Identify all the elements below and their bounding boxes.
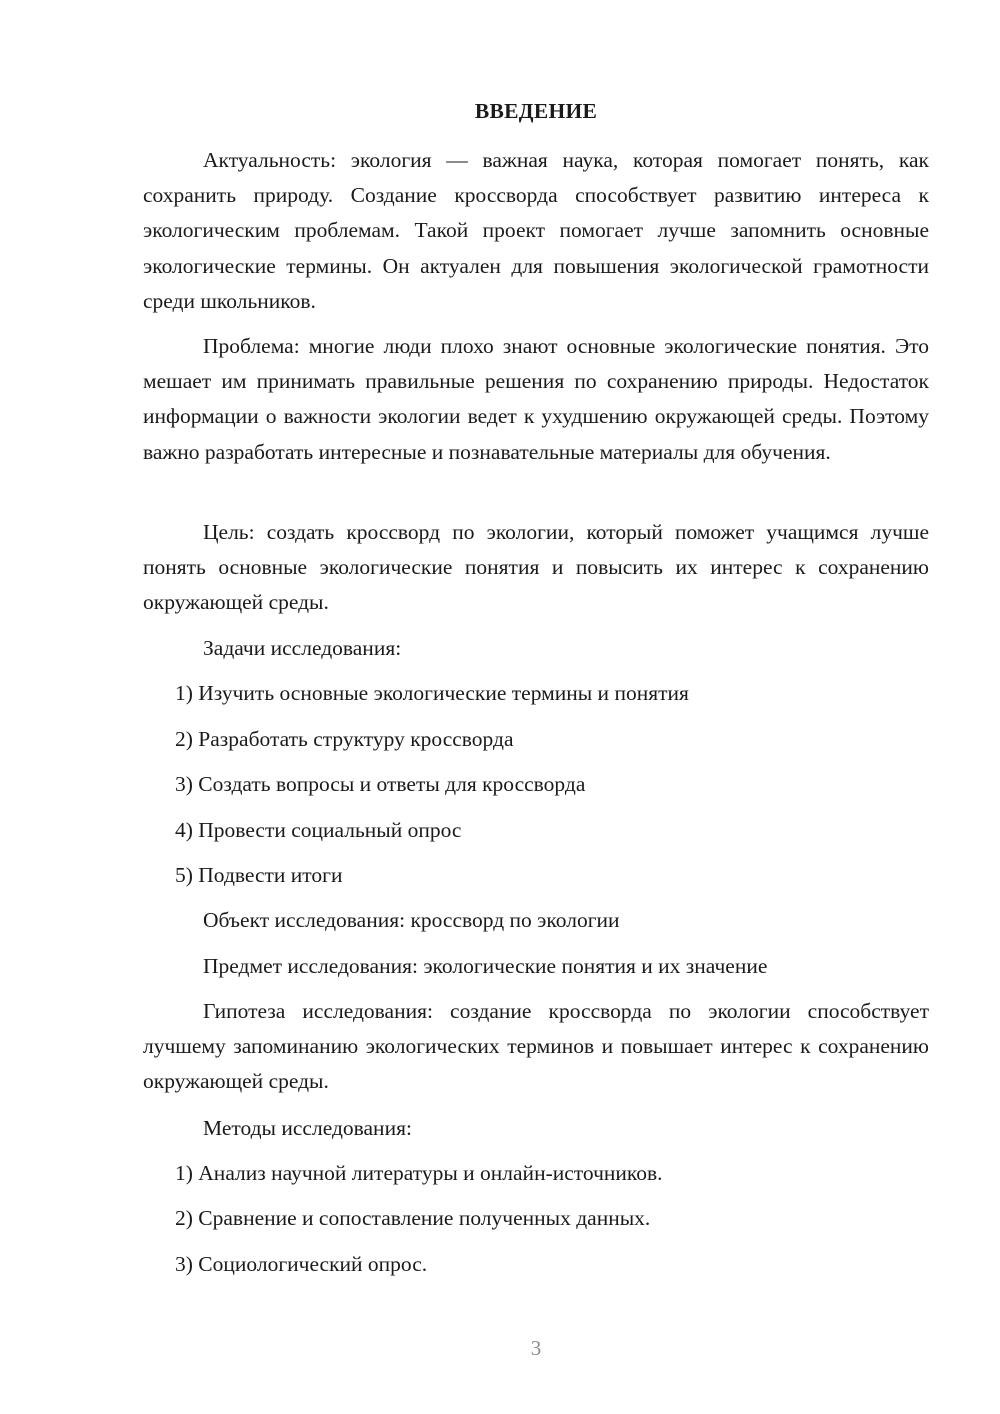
method-item: 3) Социологический опрос. <box>175 1252 428 1276</box>
tasks-heading: Задачи исследования: <box>203 636 402 660</box>
hypothesis-paragraph: Гипотеза исследования: создание кроссворда по экологии способствует лучшему запоминанию экологических терминов и повышает интерес к сохранению окружающей среды. <box>143 999 929 1094</box>
relevance-paragraph: Актуальность: экология — важная наука, которая помогает понять, как сохранить природу. Создание кроссворда способствует развитию интереса к экологическим проблемам. Такой проект помогает лучше запомнить основные экологические термины. Он актуален для повышения экологической грамотности среди школьников. <box>143 148 929 313</box>
task-item: 3) Создать вопросы и ответы для кроссворда <box>175 772 586 796</box>
method-item: 1) Анализ научной литературы и онлайн-источников. <box>175 1161 663 1185</box>
goal-paragraph: Цель: создать кроссворд по экологии, который поможет учащимся лучше понять основные экологические понятия и повысить их интерес к сохранению окружающей среды. <box>143 520 929 615</box>
methods-heading: Методы исследования: <box>203 1116 412 1140</box>
research-subject: Предмет исследования: экологические понятия и их значение <box>203 954 768 978</box>
research-object: Объект исследования: кроссворд по экологии <box>203 908 620 932</box>
problem-paragraph: Проблема: многие люди плохо знают основные экологические понятия. Это мешает им принимать правильные решения по сохранению природы. Недостаток информации о важности экологии ведет к ухудшению окружающей среды. Поэтому важно разработать интересные и познавательные материалы для обучения. <box>143 334 929 464</box>
task-item: 1) Изучить основные экологические термины и понятия <box>175 681 689 705</box>
task-item: 5) Подвести итоги <box>175 863 343 887</box>
section-heading: ВВЕДЕНИЕ <box>474 99 598 123</box>
document-page <box>143 0 929 1414</box>
task-item: 2) Разработать структуру кроссворда <box>175 727 514 751</box>
method-item: 2) Сравнение и сопоставление полученных данных. <box>175 1206 651 1230</box>
task-item: 4) Провести социальный опрос <box>175 818 462 842</box>
page-number: 3 <box>530 1336 542 1360</box>
